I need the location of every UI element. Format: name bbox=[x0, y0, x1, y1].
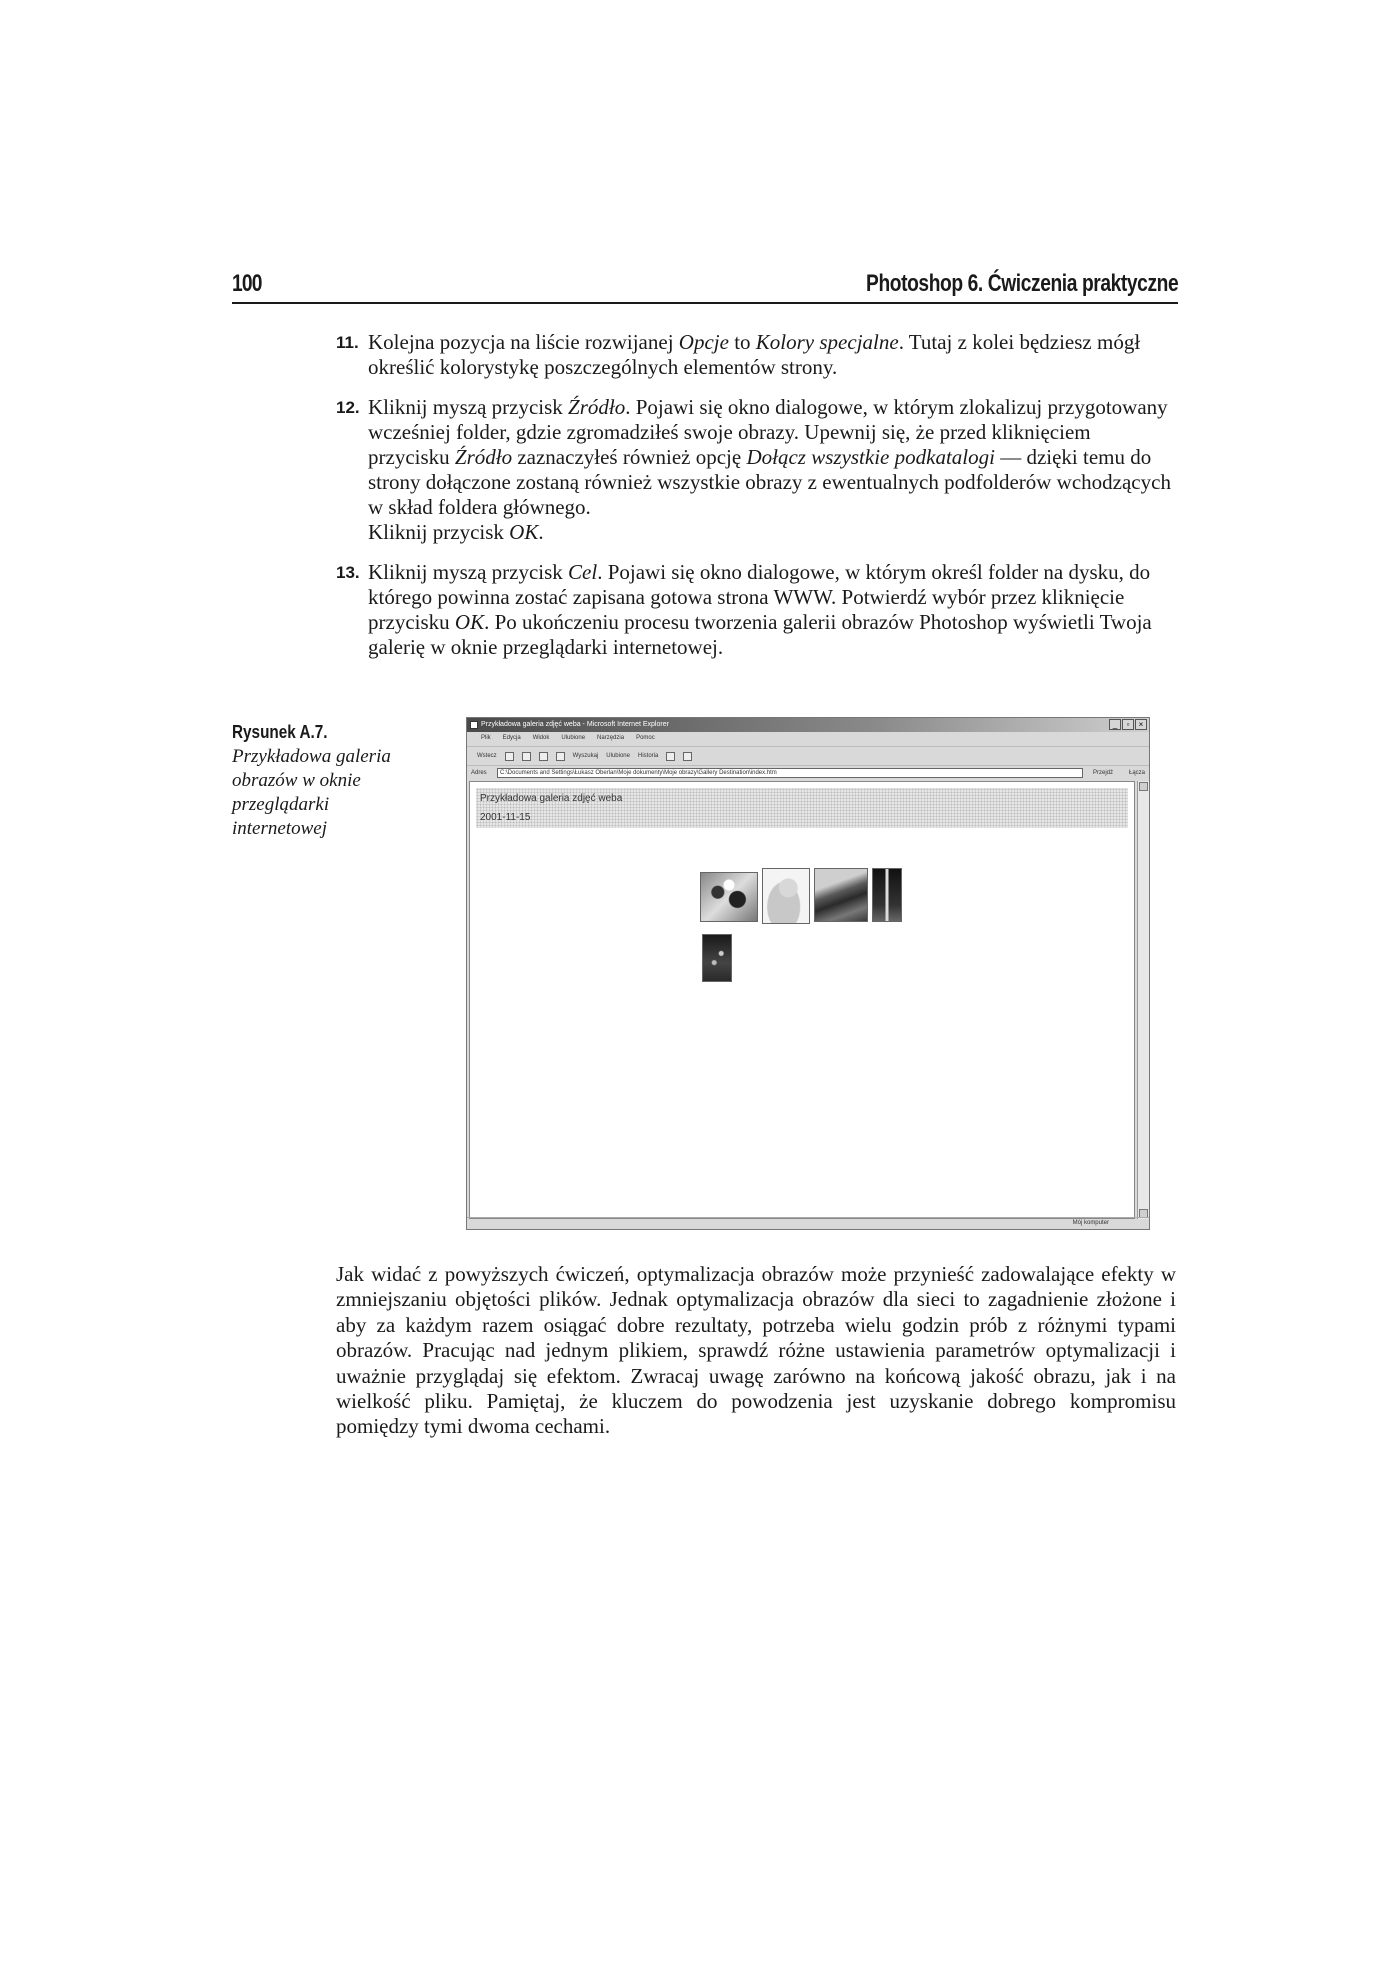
step-12 bbox=[336, 395, 1176, 545]
step-term: Opcje bbox=[678, 330, 729, 354]
thumbnail-night[interactable] bbox=[702, 934, 732, 982]
browser-toolbar bbox=[467, 746, 1149, 765]
refresh-icon[interactable] bbox=[539, 752, 548, 761]
step-number: 13. bbox=[336, 563, 360, 582]
print-icon[interactable] bbox=[683, 752, 692, 761]
menu-item-help[interactable]: Pomoc bbox=[636, 735, 655, 741]
history-button[interactable]: Historia bbox=[637, 753, 659, 759]
step-number: 11. bbox=[336, 333, 359, 352]
gallery-title: Przykładowa galeria zdjęć weba bbox=[480, 793, 623, 804]
favorites-button[interactable]: Ulubione bbox=[606, 753, 630, 759]
home-icon[interactable] bbox=[556, 752, 565, 761]
menu-item-favorites[interactable]: Ulubione bbox=[561, 735, 586, 741]
figure-label: Rysunek A.7. bbox=[232, 722, 328, 742]
browser-content bbox=[469, 781, 1135, 1219]
links-button[interactable]: Łącza bbox=[1128, 770, 1145, 776]
step-text: Kolejna pozycja na liście rozwijanej bbox=[368, 330, 679, 354]
go-button[interactable]: Przejdź bbox=[1093, 770, 1114, 776]
mail-icon[interactable] bbox=[666, 752, 675, 761]
forward-icon[interactable] bbox=[505, 752, 514, 761]
step-number: 12. bbox=[336, 398, 360, 417]
search-button[interactable]: Wyszukaj bbox=[572, 753, 599, 759]
status-zone: Mój komputer bbox=[1072, 1220, 1109, 1226]
step-text: . Pojawi się okno dialogowe, w którym określ folder na dysku, do którego powinna zostać zapisana gotowa strona WWW. Potwierdź wybór przez kliknięcie przycisku bbox=[368, 560, 1151, 634]
address-bar bbox=[467, 765, 1149, 780]
step-text: Kliknij przycisk bbox=[368, 520, 510, 544]
body-paragraph: Jak widać z powyższych ćwiczeń, optymalizacja obrazów może przynieść zadowalające efekty w zmniejszaniu objętości plików. Jednak optymalizacja obrazów dla sieci to zagadnienie złożone i aby za każdym razem osiągać dobre rezultaty, potrzeba wielu godzin prób z różnymi typami obrazów. Pracując nad jednym plikiem, sprawdź różne ustawienia parametrów optymalizacji i uważnie przyglądaj się efektom. Zwracaj uwagę zarówno na końcową jakość obrazu, jak i na wielkość pliku. Pamiętaj, że kluczem do powodzenia jest uzyskanie dobrego kompromisu pomiędzy tymi dwoma cechami. bbox=[336, 1262, 1176, 1439]
close-icon[interactable]: × bbox=[1135, 719, 1147, 730]
running-title: Photoshop 6. Ćwiczenia praktyczne bbox=[865, 270, 1178, 297]
figure-caption bbox=[232, 722, 422, 841]
menu-item-tools[interactable]: Narzędzia bbox=[597, 735, 625, 741]
address-input[interactable]: C:\Documents and Settings\Łukasz Oberlan\Moje dokumenty\Moje obrazy\Gallery Destination\index.htm bbox=[497, 768, 1083, 778]
window-controls bbox=[1109, 719, 1147, 730]
step-term: Kolory specjalne bbox=[755, 330, 899, 354]
status-bar bbox=[467, 1217, 1149, 1229]
steps-list bbox=[336, 330, 1176, 675]
browser-screenshot bbox=[466, 717, 1150, 1230]
step-term: OK bbox=[454, 610, 485, 634]
figure-caption-text: Przykładowa galeria obrazów w oknie przeglądarki internetowej bbox=[232, 746, 391, 839]
step-text: — dzięki temu do strony dołączone zostaną również wszystkie obrazy z ewentualnych podfolderów wchodzących w skład foldera głównego. bbox=[368, 445, 1171, 519]
window-title: Przykładowa galeria zdjęć weba - Microsoft Internet Explorer bbox=[481, 721, 669, 728]
page-header bbox=[232, 270, 1178, 304]
step-term: Dołącz wszystkie podkatalogi bbox=[746, 445, 995, 469]
browser-titlebar bbox=[467, 718, 1149, 732]
step-text: to bbox=[728, 330, 756, 354]
thumbnail-duck[interactable] bbox=[762, 868, 810, 924]
stop-icon[interactable] bbox=[522, 752, 531, 761]
step-term: Cel bbox=[568, 560, 598, 584]
thumbnail-tower[interactable] bbox=[872, 868, 902, 922]
address-label: Adres bbox=[471, 770, 487, 776]
step-13 bbox=[336, 560, 1176, 660]
step-text: Kliknij myszą przycisk bbox=[368, 395, 569, 419]
step-text: zaznaczyłeś również opcję bbox=[512, 445, 747, 469]
gallery-banner bbox=[476, 788, 1128, 828]
thumbnail-landscape[interactable] bbox=[814, 868, 868, 922]
step-term: Źródło bbox=[568, 395, 626, 419]
menu-item-edit[interactable]: Edycja bbox=[502, 735, 521, 741]
step-text: . Po ukończeniu procesu tworzenia galerii obrazów Photoshop wyświetli Twoja galerię w oknie przeglądarki internetowej. bbox=[368, 610, 1152, 659]
step-term: Źródło bbox=[454, 445, 513, 469]
vertical-scrollbar[interactable] bbox=[1137, 781, 1149, 1219]
step-term: OK bbox=[509, 520, 539, 544]
back-button[interactable]: Wstecz bbox=[477, 753, 497, 759]
step-text: Kliknij myszą przycisk bbox=[368, 560, 569, 584]
menu-item-view[interactable]: Widok bbox=[532, 735, 550, 741]
gallery-date: 2001-11-15 bbox=[480, 812, 531, 823]
menu-item-file[interactable]: Plik bbox=[481, 735, 491, 741]
thumbnail-flowers[interactable] bbox=[700, 872, 758, 922]
step-11 bbox=[336, 330, 1176, 380]
minimize-icon[interactable]: _ bbox=[1109, 719, 1121, 730]
scroll-up-icon[interactable] bbox=[1139, 782, 1148, 791]
step-text: . Pojawi się okno dialogowe, w którym zlokalizuj przygotowany wcześniej folder, gdzie zgromadziłeś swoje obrazy. Upewnij się, że przed kliknięciem przycisku bbox=[368, 395, 1168, 469]
step-text: . bbox=[538, 520, 544, 544]
step-text: . Tutaj z kolei będziesz mógł określić kolorystykę poszczególnych elementów strony. bbox=[368, 330, 1141, 379]
menu-bar bbox=[467, 732, 1149, 745]
ie-icon bbox=[470, 721, 478, 729]
maximize-icon[interactable]: ▫ bbox=[1122, 719, 1134, 730]
page-number: 100 bbox=[232, 270, 262, 297]
